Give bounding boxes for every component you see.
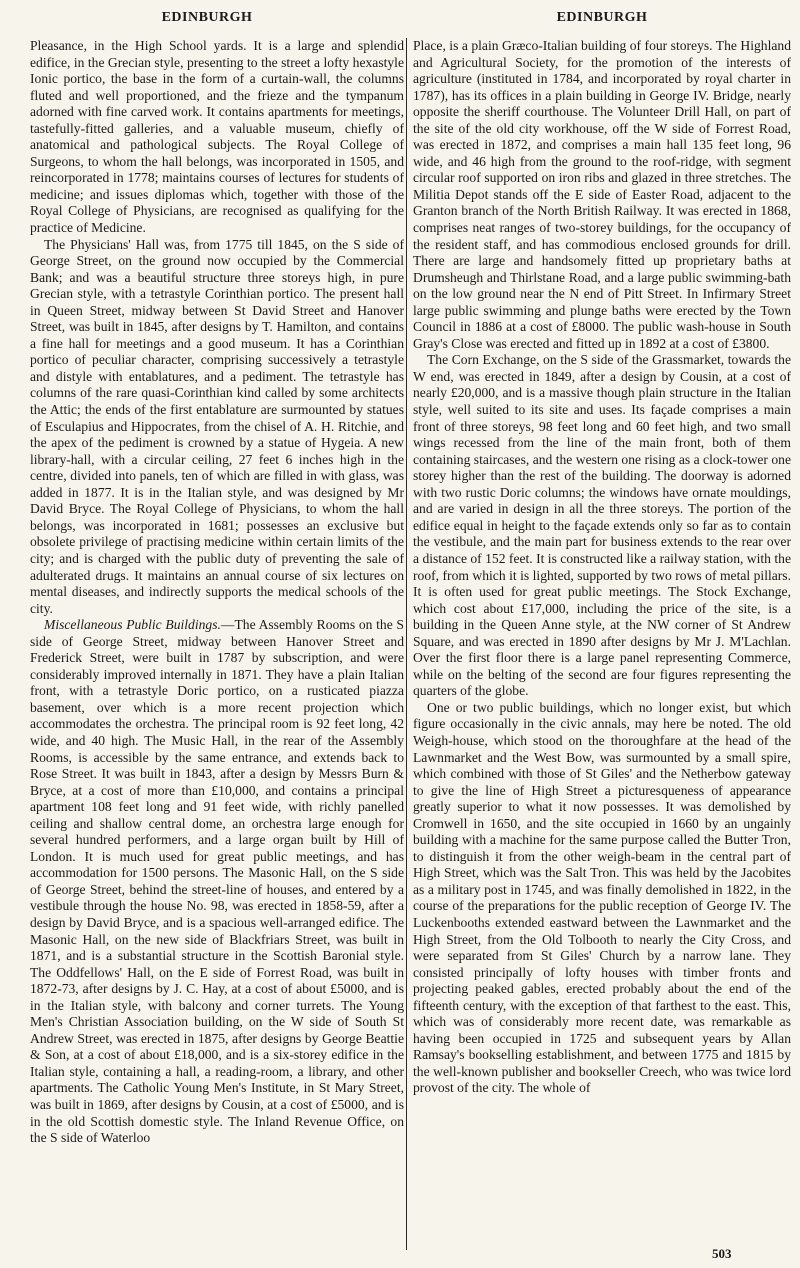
paragraph-old-buildings: One or two public buildings, which no longer exist, but which figure occasionally in the civic annals, may here be noted. The old Weigh-house, which stood on the thoroughfare at the head of the Lawnmarket and the West Bow, was surmounted by a small spire, which combined with those of St Giles' and the Netherbow gateway to give the line of High Street a picturesqueness of appearance greatly superior to what it now possesses. It was demolished by Cromwell in 1650, and the site occupied in 1660 by an ungainly building with a machine for the same purpose called the Butter Tron, to distinguish it from the other weigh-beam in the central part of High Street, which was the Salt Tron. This was held by the Jacobites as a military post in 1745, and was finally demolished in 1822, in the course of the preparations for the public reception of George IV. The Luckenbooths extended eastward between the Lawnmarket and the High Street, from the Old Tolbooth to nearly the City Cross, and were separated from St Giles' Church by a narrow lane. They consisted principally of lofty houses with timber fronts and projecting peaked gables, erected probably about the end of the fifteenth century, with the exception of that farthest to the east. This, which was of considerably more recent date, was remarkable as having been occupied in 1725 and subsequent years by Allan Ramsay's bookselling establishment, and between 1775 and 1815 by the well-known publisher and bookseller Creech, who was twice lord provost of the city. The whole of	[413, 699, 791, 1096]
paragraph-physicians-hall: The Physicians' Hall was, from 1775 till 1845, on the S side of George Street, on the ground now occupied by the Commercial Bank; and was a beautiful structure three storeys high, in pure Grecian style, with a tetrastyle Corinthian portico. The present hall in Queen Street, midway between St David Street and Hanover Street, was built in 1845, after designs by T. Hamilton, and contains a fine hall for meetings and a good museum. It has a Corinthian portico of peculiar character, comprising successively a tetrastyle and distyle with entablatures, and a pediment. The tetrastyle has columns of the rare quasi-Corinthian kind called by some architects the Attic; the ends of the first entablature are surmounted by statues of Esculapius and Hippocrates, from the chisel of A. H. Ritchie, and the apex of the pediment is crowned by a statue of Hygeia. A new library-hall, with a circular ceiling, 27 feet 6 inches high in the centre, divided into panels, ten of which are filled in with glass, was added in 1877. It is in the Italian style, and was designed by Mr David Bryce. The Royal College of Physicians, to whom the hall belongs, was incorporated in 1681; possesses an exclusive but obsolete privilege of practising medicine within certain limits of the city; and is charged with the public duty of preventing the sale of adulterated drugs. It maintains an annual course of six lectures on mental diseases, and indirectly supports the medical schools of the city.	[30, 236, 404, 616]
left-column	[30, 38, 404, 1250]
column-divider	[406, 38, 407, 1250]
page-number: 503	[712, 1246, 732, 1261]
section-heading-misc: Miscellaneous Public Buildings.	[44, 617, 221, 633]
paragraph-misc-buildings	[30, 617, 404, 1147]
right-column	[413, 38, 791, 1250]
misc-text: —The Assembly Rooms on the S side of George Street, midway between Hanover Street and Frederick Street, were built in 1787 by subscription, and were considerably improved internally in 1871. They have a plain Italian front, with a tetrastyle Doric portico, on a rusticated piazza basement, over which is a more recent projection which accommodates the orchestra. The principal room is 92 feet long, 42 wide, and 40 high. The Music Hall, in the rear of the Assembly Rooms, is accessible by the same entrance, and extends back to Rose Street. It was built in 1843, after a design by Messrs Burn & Bryce, at a cost of more than £10,000, and contains a principal apartment 108 feet long and 91 feet wide, with richly panelled ceiling and shallow central dome, an orchestra large enough for several hundred performers, and a large organ built by Hill of London. It is much used for great public meetings, and has accommodation for 1500 persons. The Masonic Hall, on the S side of George Street, behind the street-line of houses, and entered by a vestibule through the house No. 98, was erected in 1858-59, after a design by David Bryce, and is a spacious well-arranged edifice. The Masonic Hall, on the new side of Blackfriars Street, was built in 1871, and is a substantial structure in the Scottish Baronial style. The Oddfellows' Hall, on the E side of Forrest Road, was built in 1872-73, after designs by J. C. Hay, at a cost of about £5000, and is in the Italian style, with balcony and corner turrets. The Young Men's Christian Association building, on the W side of South St Andrew Street, was erected in 1875, after designs by George Beattie & Son, at a cost of about £18,000, and is a six-storey edifice in the Italian style, containing a hall, a reading-room, a library, and other apartments. The Catholic Young Men's Institute, in St Mary Street, was built in 1869, after designs by Cousin, at a cost of £5000, and is in the old Scottish domestic style. The Inland Revenue Office, on the S side of Waterloo	[30, 617, 404, 1146]
paragraph-surgeons-hall: Pleasance, in the High School yards. It is a large and splendid edifice, in the Grecian style, presenting to the street a lofty hexastyle Ionic portico, the base in the form of a curtain-wall, the columns fluted and well proportioned, and the frieze and the tympanum adorned with fine carved work. It contains apartments for meetings, tastefully-fitted galleries, and a valuable museum, chiefly of anatomical and pathological subjects. The Royal College of Surgeons, to whom the hall belongs, was incorporated in 1505, and reincorporated in 1778; maintains courses of lectures for students of medicine; and issues diplomas which, together with those of the Royal College of Physicians, are recognised as qualifying for the practice of Medicine.	[30, 38, 404, 236]
paragraph-waterloo-place: Place, is a plain Græco-Italian building of four storeys. The Highland and Agricultural Society, for the promotion of the interests of agriculture (instituted in 1784, and incorporated by royal charter in 1787), has its offices in a plain building in George IV. Bridge, nearly opposite the sheriff courthouse. The Volunteer Drill Hall, on part of the site of the old city workhouse, off the W side of Forrest Road, was erected in 1872, and comprises a main hall 135 feet long, 96 wide, and 46 high from the ground to the roof-ridge, with segment circular roof supported on iron ribs and glazed in three stretches. The Militia Depot stands off the E side of Easter Road, adjacent to the Granton branch of the North British Railway. It was erected in 1868, comprises neat ranges of two-storey buildings, for the occupancy of the resident staff, and has commodious enclosed grounds for drill. There are large and handsomely fitted up proprietary baths at Drumsheugh and Thirlstane Road, and a large public swimming-bath on the low ground near the N end of Pitt Street. In Infirmary Street large public swimming and plunge baths were erected by the Town Council in 1886 at a cost of £8000. The public wash-house in South Gray's Close was erected and fitted up in 1892 at a cost of £3800.	[413, 38, 791, 351]
header-title-left: EDINBURGH	[161, 10, 253, 25]
header-title-right: EDINBURGH	[556, 10, 648, 25]
paragraph-corn-exchange: The Corn Exchange, on the S side of the Grassmarket, towards the W end, was erected in 1849, after a design by Cousin, at a cost of nearly £20,000, and is a massive though plain structure in the Italian style, well suited to its site and uses. Its façade comprises a main front of three storeys, 98 feet long and 60 feet high, and two small wings recessed from the line of the main front, both of them containing staircases, and the western one rising as a clock-tower one storey higher than the rest of the building. The doorway is adorned with two rustic Doric columns; the windows have ornate mouldings, and are varied in design in all the three storeys. The portion of the edifice equal in height to the façade extends only so far as to contain the vestibule, and the main part for business extends to the rear over a distance of 152 feet. It is constructed like a railway station, with the roof, from which it is lighted, supported by two rows of metal pillars. It is often used for great public meetings. The Stock Exchange, which cost about £17,000, including the price of the site, is a building in the Queen Anne style, at the NW corner of St Andrew Square, and was erected in 1890 after designs by Mr J. M'Lachlan. Over the first floor there is a large panel representing Commerce, while on the belting of the second are four figures representing the quarters of the globe.	[413, 352, 791, 699]
running-header	[0, 10, 800, 32]
